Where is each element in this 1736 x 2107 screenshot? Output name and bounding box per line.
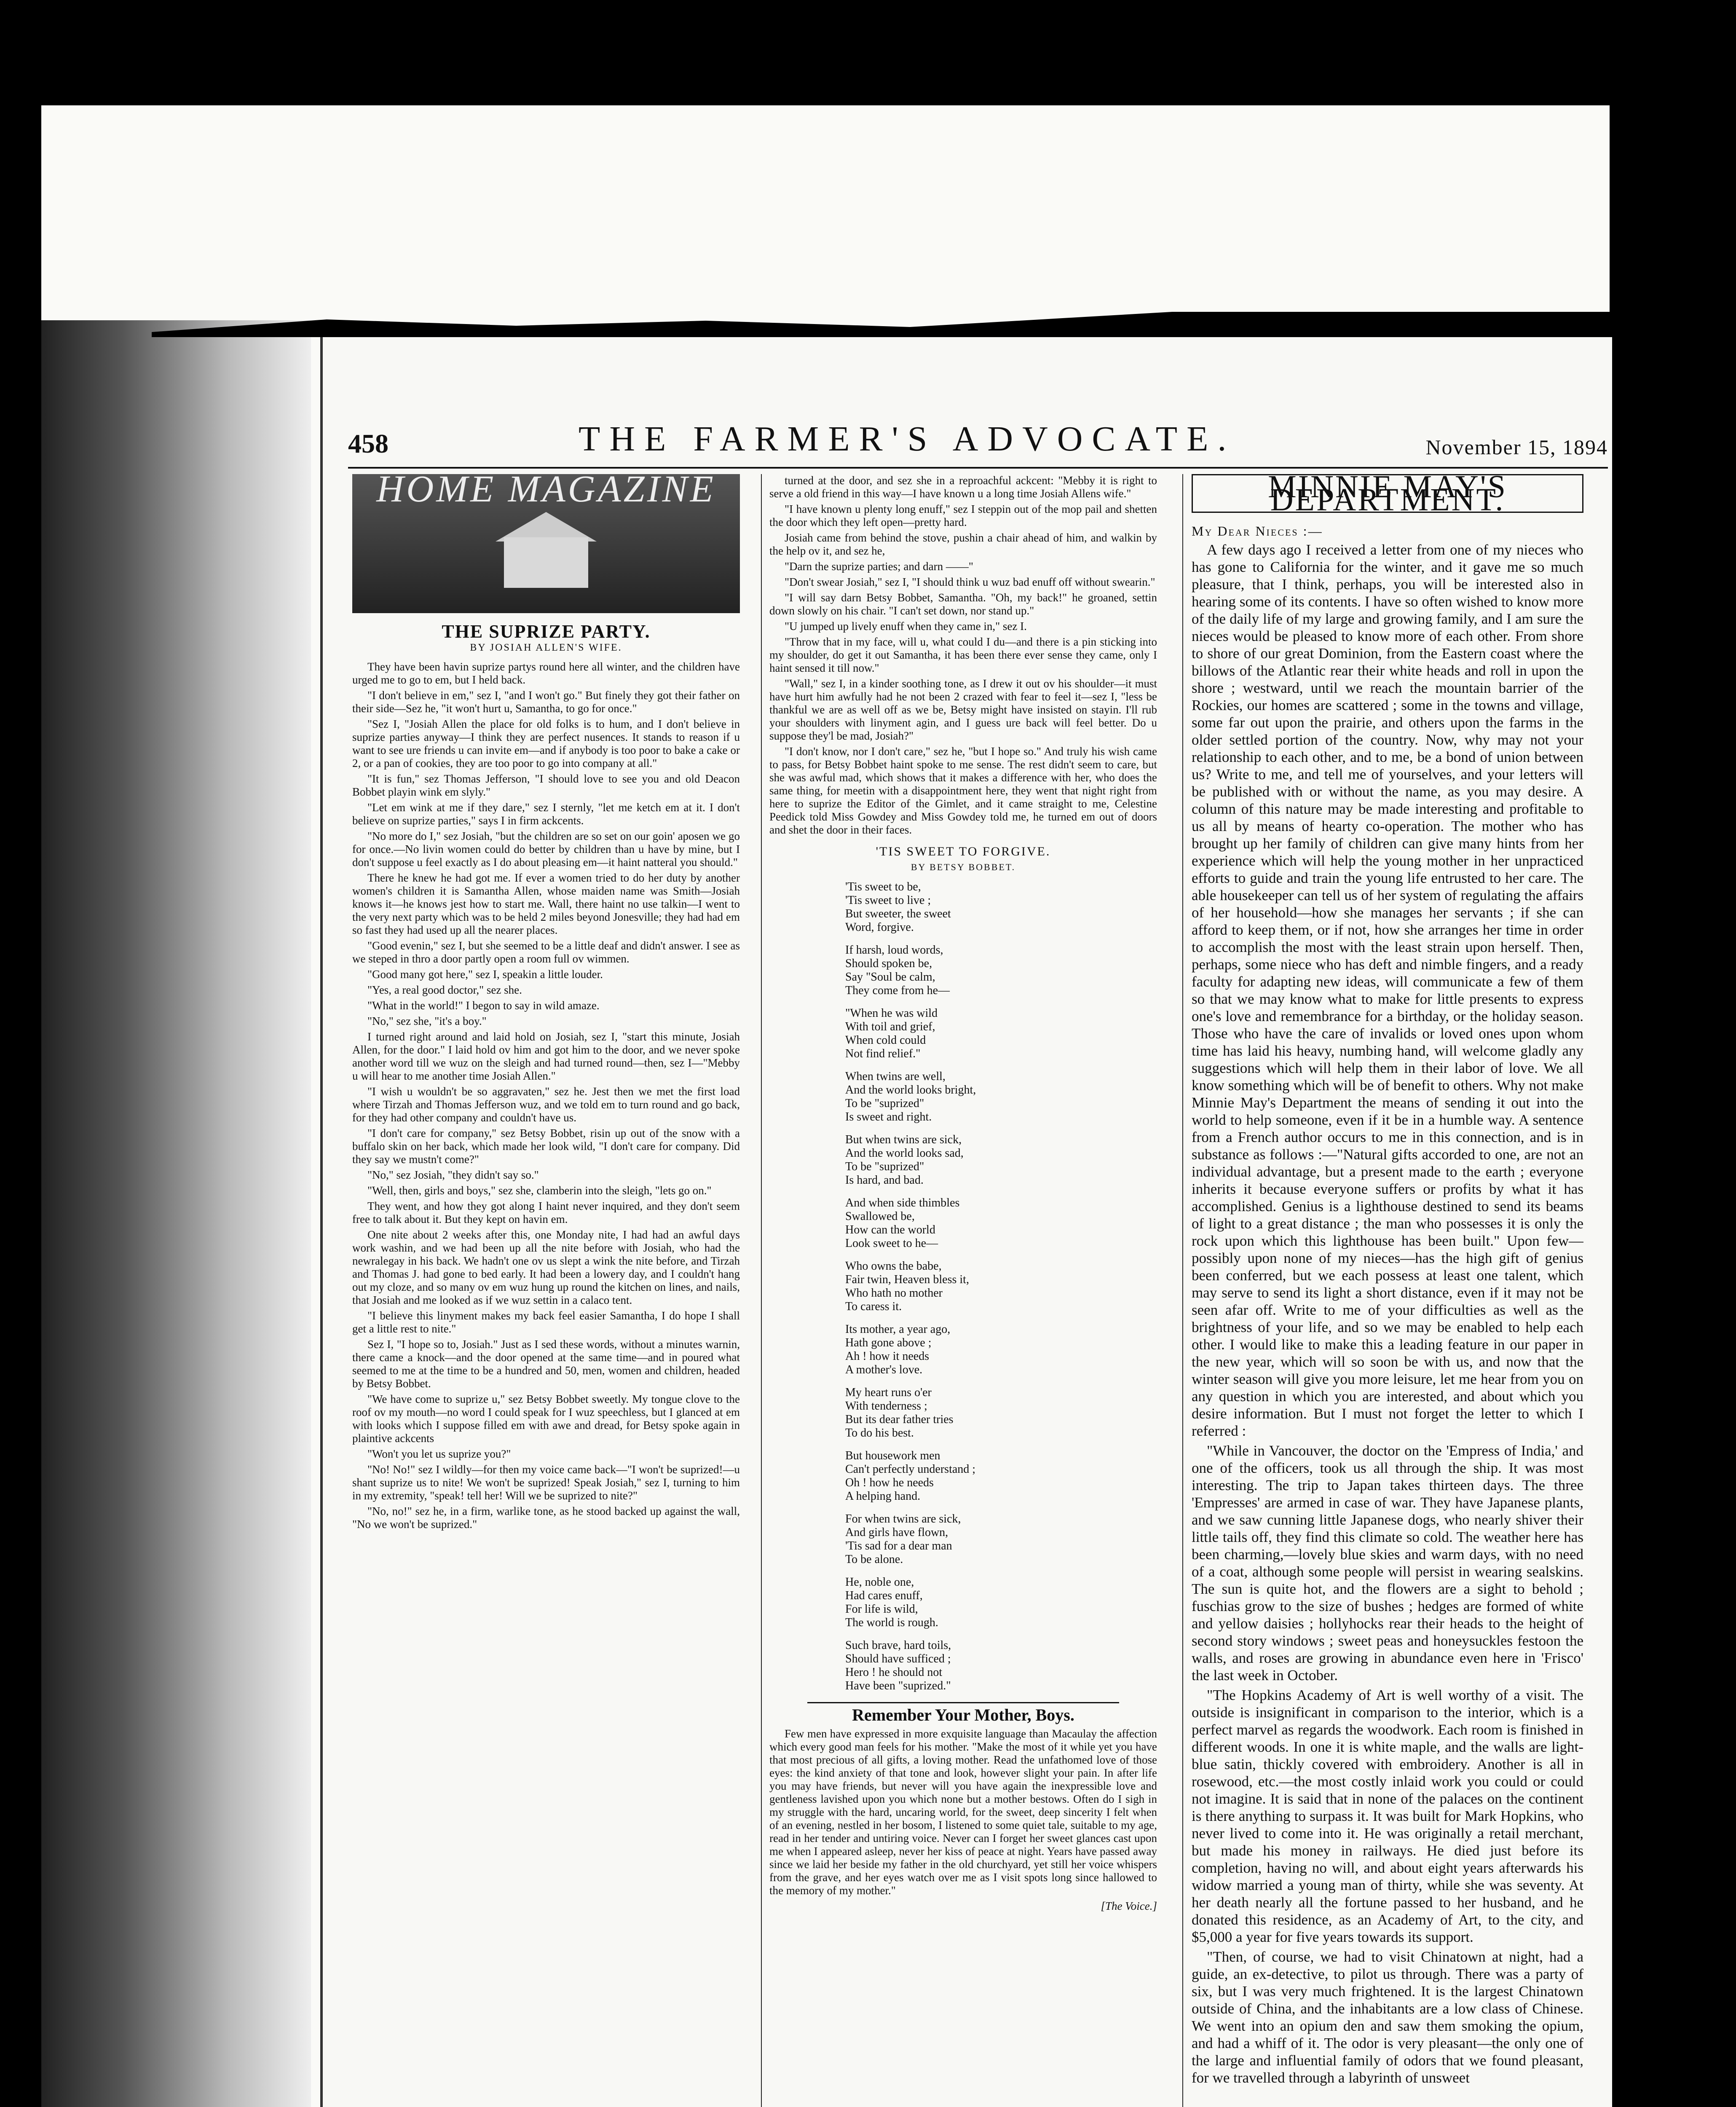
essay-paragraph: Few men have expressed in more exquisite language than Macaulay the affection which every good man feels for his mother. "Make the most of it while yet you have that most precious of all gifts, a loving mother. Read the unfathomed love of those eyes: the kind anxiety of that tone and look, however slight your pain. In after life you may have friends, but never will you have again the inexpressible love and gentleness lavished upon you which none but a mother bestows. Often do I sigh in my struggle with the hard, uncaring world, for the sweet, deep sincerity I felt when of an evening, nestled in her bosom, I listened to some quiet tale, suitable to my age, read in her tender and untiring voice. Never can I forget her sweet glances cast upon me when I appeared asleep, never her kiss of peace at night. Years have passed away since we laid her beside my father in the old churchyard, yet still her voice whispers from the grave, and her eyes watch over me as I visit spots long since hallowed to the memory of my mother." [769,1727,1157,1897]
poem-stanza [845,1070,1157,1124]
poem-line: 'Tis sad for a dear man [845,1539,952,1552]
poem-line: 'Tis sweet to live ; [845,894,931,907]
poem-line: And when side thimbles [845,1196,960,1209]
poem-body [845,880,1157,1693]
paragraph: "Wall," sez I, in a kinder soothing tone, as I drew it out ov his shoulder—it must have hurt him awfully had he not been 2 crazed with fear to feel it—sez I, "less be thankful we are as well off as we be, Betsy might have insisted on stayin. I'll rub your shoulders with linyment agin, and I guess ure back will feel better. Do u suppose they'l be mad, Josiah?" [769,677,1157,742]
poem-line: How can the world [845,1223,935,1236]
section-divider [807,1702,1119,1703]
paragraph: "It is fun," sez Thomas Jefferson, "I should love to see you and old Deacon Bobbet playin wink em slyly." [352,772,740,798]
paragraph: Sez I, "I hope so to, Josiah." Just as I sed these words, without a minutes warnin, there came a knock—and the door opened at the same time—and in poured what seemed to me at the time to be a hundred and 50, men, women and children, headed by Betsy Bobbet. [352,1338,740,1390]
house-illustration [504,537,588,588]
paragraph: "Don't swear Josiah," sez I, "I should think u wuz bad enuff off without swearin." [785,576,1155,588]
poem-line: Word, forgive. [845,921,914,934]
poem-line: To do his best. [845,1426,914,1440]
column-middle [761,474,1157,2107]
poem-line: "When he was wild [845,1007,938,1020]
poem-line: Can't perfectly understand ; [845,1463,976,1476]
poem-stanza [845,1512,1157,1566]
poem-line: Oh ! how he needs [845,1476,934,1489]
paragraph: There he knew he had got me. If ever a women tried to do her duty by another women's children it is Samantha Allen, whose maiden name was Smith—Josiah knows it—he knows jest how to start me. Wall, there haint no use talkin—I went to the very next party which was to be held 2 miles beyond Jonesville; they had had em so fast they had used up all the nearer places. [352,871,740,936]
poem-line: Hath gone above ; [845,1336,932,1349]
poem-stanza [845,1196,1157,1250]
poem-line: But its dear father tries [845,1413,954,1426]
poem-line: Who hath no mother [845,1287,943,1300]
poem-stanza [845,1323,1157,1377]
paragraph: "No, no!" sez he, in a firm, warlike tone, as he stood backed up against the wall, "No we won't be suprized." [352,1505,740,1531]
poem-line: They come from he— [845,984,950,997]
paragraph: I turned right around and laid hold on Josiah, sez I, "start this minute, Josiah Allen, for the door." I laid hold ov him and got him to the door, and we never spoke another word till we wuz on the sleigh and had turned round—then, sez I—"Mebby u will hear to me another time Josiah Allen." [352,1030,740,1082]
poem-stanza [845,1260,1157,1314]
poem-line: And the world looks bright, [845,1083,976,1096]
poem-line: When twins are well, [845,1070,946,1083]
poem-line: Ah ! how it needs [845,1350,930,1363]
poem-stanza [845,880,1157,934]
poem-line: Had cares enuff, [845,1589,923,1602]
poem-stanza [845,1133,1157,1187]
poem-line: For life is wild, [845,1603,918,1616]
paragraph: "I wish u wouldn't be so aggravaten," sez he. Jest then we met the first load where Tirzah and Thomas Jefferson wuz, and we told em to turn round and go back, for they had other company and couldn't have us. [352,1085,740,1124]
poem-line: To caress it. [845,1300,902,1313]
poem-line: When cold could [845,1034,926,1047]
paragraph: "What in the world!" I begon to say in wild amaze. [367,999,600,1012]
paragraph: "I have known u plenty long enuff," sez I steppin out of the mop pail and shetten the door which they left open—pretty hard. [769,503,1157,528]
paragraph: A few days ago I received a letter from one of my nieces who has gone to California for the winter, and it gave me so much pleasure, that I think, perhaps, you will be interested also in hearing some of its contents. I have so often wished to know more of the daily life of my large and growing family, and I am sure the nieces would be pleased to know more of each other. From shore to shore of our great Dominion, from the Eastern coast where the billows of the Atlantic rear their white heads and roll in upon the shore ; westward, until we reach the mountain barrier of the Rockies, our homes are scattered ; some in the towns and village, some far out upon the prairie, and others upon the farms in the older settled portion of the country. Now, why may not your relationship to each other, and to me, be a bond of union between us? Write to me, and tell me of yourselves, and your letters will be published with or without the name, as you may desire. A column of this nature may be made interesting and profitable to us all by means of hearty co-operation. The mother who has brought up her family of children can give many hints from her experience which will help the young mother in her unpracticed efforts to guide and train the young life entrusted to her care. The able housekeeper can tell us of her system of regulating the affairs of her household—how she manages her servants ; if she can afford to keep them, or if not, how she arranges her time in order to accomplish the most with the least strain upon herself. Then, perhaps, some niece who has deft and nimble fingers, and a ready faculty for adapting new ideas, will communicate a few of them so that we may know what to make for little presents to express one's love and remembrance for a birthday, or the holiday season. Those who have the care of invalids or loved ones upon whom time has laid his heavy, numbing hand, will welcome gladly any suggestions which will help them in their labor of love. We all know something which will be of benefit to others. Why not make Minnie May's Department the means of sending it out into the world to help someone, even if it be in a humble way. A sentence from a French author occurs to me in this connection, and is in substance as follows :—"Natural gifts accorded to one, are not an individual advantage, but a present made to the earth ; everyone inherits it because everyone suffers or profits by what it has accomplished. Genius is a lighthouse destined to send its beams of light to a great distance ; the man who possesses it is only the rock upon which this lighthouse has been built." Upon few—possibly upon none of my nieces—has the high gift of genius been conferred, but we each possess at least one talent, which may serve to send its light a short distance, even if it may not be seen afar off. Write to me of your difficulties as well as the brightness of your life, and so we may be enabled to help each other. I would like to make this a leading feature in our paper in the new year, which will so soon be with us, and now that the winter season will give you more leisure, let me hear from you on any question in which you are interested, and about which you desire information. But I must not forget the letter to which I referred : [1192,541,1583,1439]
poem-line: If harsh, loud words, [845,944,943,957]
poem-line: Is hard, and bad. [845,1174,924,1187]
poem-stanza [845,1386,1157,1440]
poem-stanza [845,1639,1157,1693]
page-header [348,409,1608,469]
poem-stanza [845,1007,1157,1061]
essay-title: Remember Your Mother, Boys. [852,1705,1074,1724]
poem-line: Look sweet to he— [845,1237,938,1250]
poem-line: My heart runs o'er [845,1386,932,1399]
newspaper-page [320,337,1612,2107]
paragraph: "Sez I, "Josiah Allen the place for old folks is to hum, and I don't believe in suprize parties anyway—I think they are perfect nusences. It stands to reason if u want to see ure friends u can invite em—and if anybody is too poor to bake a cake or 2, or a pan of cookies, they are too poor to go into company at all." [352,718,740,769]
paragraph: "U jumped up lively enuff when they came in," sez I. [785,620,1027,633]
paragraph: "No," sez she, "it's a boy." [367,1015,487,1027]
issue-date: November 15, 1894 [1425,435,1608,459]
paragraph: "Well, then, girls and boys," sez she, clamberin into the sleigh, "lets go on." [367,1184,712,1197]
poem-line: With toil and grief, [845,1020,935,1033]
paragraph: One nite about 2 weeks after this, one Monday nite, I had had an awful days work washin, and we had been up all the nite before with Josiah, who had the newralegay in his back. We hadn't one ov us slept a wink the nite before, and Tirzah and Thomas J. had gone to bed early. It had been a lowery day, and I couldn't hang out my cloze, and so many ov em wuz hung up round the kitchen on lines, and nails, that Josiah and me looked as if we wuz settin in a calaco tent. [352,1228,740,1306]
poem-line: Who owns the babe, [845,1260,942,1273]
paragraph: turned at the door, and sez she in a reproachful ackcent: "Mebby it is right to serve a old friend in this way—I have known u a long time Josiah Allens wife." [769,474,1157,500]
poem-line: To be "suprized" [845,1160,924,1173]
paragraph: "No! No!" sez I wildly—for then my voice came back—"I won't be suprized!—u shant suprize us to nite! We won't be suprized! Speak Josiah," sez I, turning to him in my extremity, "speak! tell her! Will we be suprized to nite?" [352,1463,740,1502]
poem-line: Is sweet and right. [845,1110,932,1123]
paragraph: "Throw that in my face, will u, what could I du—and there is a pin sticking into my shoulder, do get it out Samantha, it has been there ever sense they came, only I haint sensed it till now." [769,635,1157,674]
poem-stanza [845,944,1157,997]
poem-line: Its mother, a year ago, [845,1323,951,1336]
column-story [352,474,740,2107]
masthead: THE FARMER'S ADVOCATE. [579,419,1236,458]
page-number: 458 [348,429,388,458]
essay-source: [The Voice.] [1101,1900,1157,1912]
poem-line: He, noble one, [845,1576,914,1589]
poem-stanza [845,1449,1157,1503]
paragraph: "I don't care for company," sez Betsy Bobbet, risin up out of the snow with a buffalo skin on her back, which made her look wild, "I don't care for company. Did they say we mustn't come?" [352,1127,740,1166]
poem-line: 'Tis sweet to be, [845,880,921,893]
poem-line: Say "Soul be calm, [845,970,935,984]
story-body [352,660,740,1531]
poem-line: The world is rough. [845,1616,938,1629]
paragraph: "The Hopkins Academy of Art is well worthy of a visit. The outside is insignificant in comparison to the interior, which is a perfect marvel as regards the woodwork. Each room is finished in different woods. In one it is white maple, and the walls are light-blue satin, thickly covered with embroidery. Another is all in rosewood, etc.—the most costly inlaid work you could or could not imagine. It is said that in none of the palaces on the continent is there anything to surpass it. It was built for Mark Hopkins, who never lived to come into it. He was originally a retail merchant, but made his money in railways. He died just before its completion, having no will, and about eight years afterwards his widow married a young man of thirty, while she was seventy. At her death nearly all the fortune passed to her husband, and he donated this residence, as an Academy of Art, to the city, and $5,000 a year for five years towards its support. [1192,1687,1583,1945]
poem-line: Fair twin, Heaven bless it, [845,1273,969,1286]
banner-title: HOME MAGAZINE [376,474,716,510]
poem-title: 'TIS SWEET TO FORGIVE. [876,844,1051,858]
department-title: MINNIE MAY'S DEPARTMENT. [1192,474,1583,513]
paragraph: "I don't believe in em," sez I, "and I won't go." But finely they got their father on their side—Sez he, "it won't hurt u, Samantha, to go for once." [352,689,740,715]
paragraph: "No," sez Josiah, "they didn't say so." [367,1169,539,1181]
poem-line: And girls have flown, [845,1526,948,1539]
home-magazine-banner [352,474,740,613]
poem-line: But when twins are sick, [845,1133,962,1146]
paragraph: "Let em wink at me if they dare," sez I sternly, "let me ketch em at it. I don't believe on suprize parties," says I in firm ackcents. [352,801,740,827]
paragraph: They went, and how they got along I haint never inquired, and they don't seem free to talk about it. But they kept on havin em. [352,1200,740,1225]
paragraph: "Then, of course, we had to visit Chinatown at night, had a guide, an ex-detective, to pilot us through. There was a party of six, but I was very much frightened. It is the largest Chinatown outside of China, and the inhabitants are a low class of Chinese. We went into an opium den and saw them smoking the opium, and had a whiff of it. The odor is very pleasant—the only one of the large and influential family of odors that we found pleasant, for we travelled through a labyrinth of unsweet [1192,1949,1583,2086]
paragraph: "While in Vancouver, the doctor on the 'Empress of India,' and one of the officers, took us all through the ship. It was most interesting. The trip to Japan takes thirteen days. The three 'Empresses' are armed in case of war. They have Japanese plants, and we saw cunning little Japanese dogs, who nearly shiver their little tails off, they find this climate so cold. The weather here has been charming,—lovely blue skies and warm days, with no need of a coat, although some people will persist in wearing sealskins. The sun is quite hot, and the flowers are a sight to behold ; fuschias grow to the size of bushes ; hedges are formed of white and yellow daisies ; hollyhocks rear their heads to the height of second story windows ; sweet peas and honeysuckles festoon the walls, and roses are growing in abundance even here in 'Frisco' the last week in October. [1192,1442,1583,1683]
poem-line: For when twins are sick, [845,1512,961,1525]
poem-line: Not find relief." [845,1047,921,1060]
paragraph: "Good evenin," sez I, but she seemed to be a little deaf and didn't answer. I see as we steped in thro a door partly open a room full ov wimmen. [352,939,740,965]
paragraph: "No more do I," sez Josiah, "but the children are so set on our goin' aposen we go for once.—No livin women could do better by children than u have by mine, but I don't suppose u feel exactly as I do about pleasing em—it haint natteral you should." [352,830,740,869]
poem-line: And the world looks sad, [845,1147,964,1160]
poem-line: With tenderness ; [845,1399,927,1413]
department-body [1192,541,1583,2086]
paragraph: "I don't know, nor I don't care," sez he, "but I hope so." And truly his wish came to pass, for Betsy Bobbet haint spoke to me sense. The rest didn't seem to care, but she was awful mad, which shows that it makes a difference with her, who does the same thing, for meetin with a disappointment here, they went that night right from here to suprize the Editor of the Gimlet, and it came straight to me, Celestine Peedick told Miss Gowdey and Miss Gowdey told me, he turned em out of doors and shet the door in their faces. [769,745,1157,836]
poem-stanza [845,1576,1157,1630]
poem-line: Should spoken be, [845,957,932,970]
poem-line: Swallowed be, [845,1210,915,1223]
poem-line: But sweeter, the sweet [845,907,951,920]
poem-byline: BY BETSY BOBBET. [911,862,1016,872]
story-byline: BY JOSIAH ALLEN'S WIFE. [470,642,622,653]
poem-line: To be "suprized" [845,1097,924,1110]
poem-line: Hero ! he should not [845,1666,943,1679]
paragraph: Josiah came from behind the stove, pushin a chair ahead of him, and walkin by the help ov it, and sez he, [769,531,1157,557]
salutation: My Dear Nieces :— [1192,523,1323,539]
poem-line: To be alone. [845,1553,903,1566]
paragraph: "We have come to suprize u," sez Betsy Bobbet sweetly. My tongue clove to the roof ov my mouth—no word I could speak for I wuz speechless, but I glanced at em with looks which I suppose filled em with awe and dread, for Betsy spoke again in plaintive ackcents [352,1393,740,1445]
poem-line: Should have sufficed ; [845,1652,951,1665]
story-title: THE SUPRIZE PARTY. [442,621,651,642]
poem-line: A mother's love. [845,1363,923,1376]
column-minnie-may [1182,474,1583,2107]
paragraph: "Won't you let us suprize you?" [367,1448,511,1460]
paragraph: "I will say darn Betsy Bobbet, Samantha. "Oh, my back!" he groaned, settin down slowly on his chair. "I can't set down, nor stand up." [769,591,1157,617]
paragraph: "Yes, a real good doctor," sez she. [367,984,522,996]
poem-line: Have been "suprized." [845,1679,951,1692]
poem-line: But housework men [845,1449,940,1462]
paragraph: They have been havin suprize partys round here all winter, and the children have urged me to go to em, but I held back. [352,660,740,686]
poem-line: Such brave, hard toils, [845,1639,951,1652]
paragraph: "I believe this linyment makes my back feel easier Samantha, I do hope I shall get a little rest to nite." [352,1309,740,1335]
book-page-edges [41,320,311,2107]
poem-line: A helping hand. [845,1490,921,1503]
paragraph: "Darn the suprize parties; and darn ——" [785,560,973,573]
story-continuation [769,474,1157,836]
paragraph: "Good many got here," sez I, speakin a little louder. [367,968,603,981]
